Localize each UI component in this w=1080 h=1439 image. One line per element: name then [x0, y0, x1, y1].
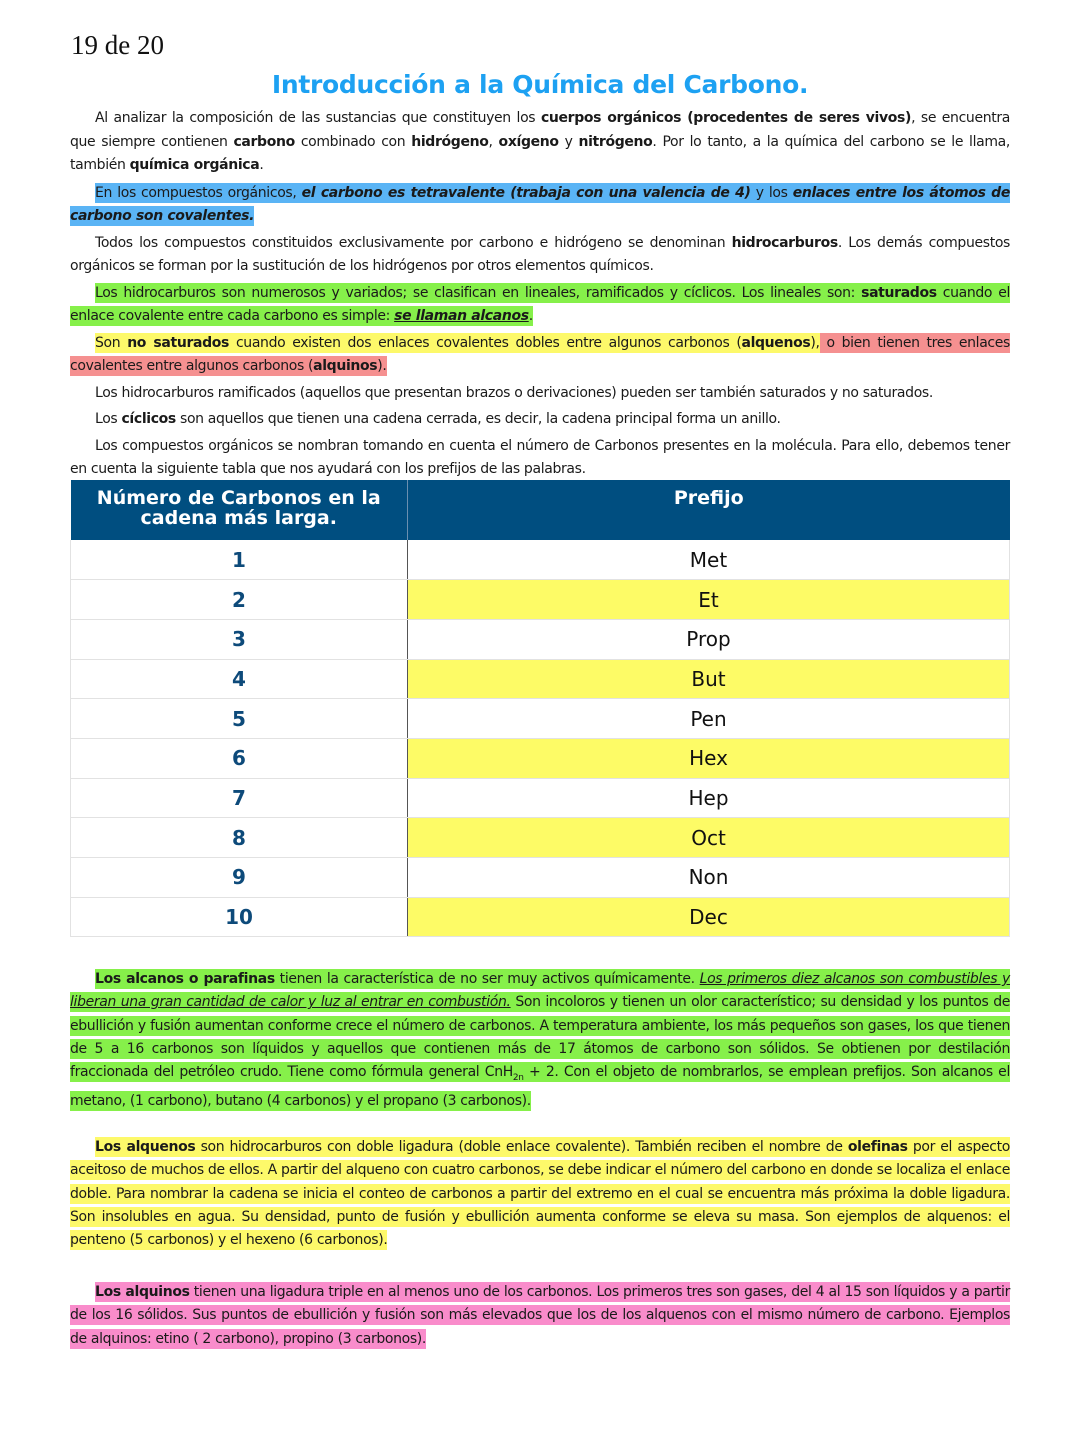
text: Los [95, 411, 122, 427]
intro-section [70, 107, 1010, 485]
text: ). [377, 358, 387, 374]
bold-text: hidrógeno [411, 133, 489, 150]
cell-prefix: Pen [408, 699, 1010, 739]
cell-prefix: But [408, 659, 1010, 699]
table-header-row [71, 480, 1010, 540]
subscript: 2n [512, 1072, 524, 1083]
table-row [71, 699, 1010, 739]
bold-text: cíclicos [121, 411, 176, 427]
italic-underlined-text: Los primeros diez alcanos son combustibles y liberan una gran cantidad de calor y luz al entrar en combustión. [70, 971, 1010, 1011]
text: Al analizar la composición de las sustancias que constituyen los [95, 110, 541, 126]
text: ), [810, 334, 820, 351]
highlight-yellow [95, 333, 820, 353]
bold-italic-underlined-text: se llaman alcanos [394, 308, 529, 324]
text: . Los demás compuestos orgánicos se forman por la sustitución de los hidrógenos por otros elementos químicos. [70, 234, 1010, 274]
paragraph-hidrocarburos [70, 232, 1010, 279]
text: Los hidrocarburos son numerosos y variados; se clasifican en lineales, ramificados y cíclicos. Los lineales son: [95, 284, 862, 301]
cell-carbon-count: 4 [71, 659, 408, 699]
text: Son incoloros y tienen un olor característico; su densidad y los puntos de ebullición y fusión aumentan conforme crece el número de carbonos. A temperatura ambiente, los más pequeños son gases, los que tienen de 5 a 16 carbonos son líquidos y aquellos que contienen más de 17 átomos de carbono son sólidos. Se obtienen por destilación fraccionada del petróleo crudo. Tiene como fórmula general CnH [70, 994, 1010, 1081]
cell-carbon-count: 1 [71, 540, 408, 580]
cell-prefix: Non [408, 858, 1010, 898]
page-indicator: 19 de 20 [71, 30, 164, 60]
bold-italic-text: enlaces entre los átomos de carbono son covalentes. [70, 184, 1011, 224]
text: y [558, 133, 579, 150]
cell-carbon-count: 10 [71, 897, 408, 937]
bold-text: saturados [861, 284, 937, 301]
bold-text: olefinas [847, 1139, 908, 1155]
table-row [71, 738, 1010, 778]
paragraph-alquenos [70, 1136, 1010, 1252]
alquinos-section [70, 1281, 1010, 1351]
highlight-pink [70, 1282, 1010, 1349]
page-title: Introducción a la Química del Carbono. [271, 70, 809, 99]
cell-prefix: Hex [408, 738, 1010, 778]
text: combinado con [294, 133, 412, 150]
paragraph-clasificacion [70, 282, 1010, 329]
paragraph-ramificados: Los hidrocarburos ramificados (aquellos que presentan brazos o derivaciones) pueden ser también saturados y no saturados. [95, 384, 933, 401]
cell-prefix: Met [408, 540, 1010, 580]
header-carbon-count: Número de Carbonos en la cadena más larga. [71, 480, 408, 540]
bold-text: oxígeno [498, 133, 559, 150]
paragraph-alquinos [70, 1281, 1010, 1351]
table-row [71, 778, 1010, 818]
text: tienen la característica de no ser muy activos químicamente. [274, 971, 700, 987]
alcanos-section [70, 968, 1010, 1114]
cell-prefix: Oct [408, 818, 1010, 858]
paragraph-intro [70, 107, 1010, 178]
cell-carbon-count: 3 [71, 619, 408, 659]
text: , [488, 133, 499, 150]
text: . [259, 157, 264, 173]
alquenos-section [70, 1136, 1010, 1252]
table-row [71, 897, 1010, 937]
table-row [71, 540, 1010, 580]
highlight-green [70, 969, 1010, 1111]
text: , se encuentra que siempre contienen [70, 110, 1011, 150]
bold-text: no saturados [127, 334, 230, 351]
text: + 2. Con el objeto de nombrarlos, se emplean prefijos. Son alcanos el metano, (1 carbono), butano (4 carbonos) y el propano (3 carbonos). [70, 1064, 1010, 1110]
text: son hidrocarburos con doble ligadura (doble enlace covalente). También reciben el nombre de [195, 1139, 848, 1155]
text: . [528, 308, 533, 324]
text: En los compuestos orgánicos, [95, 184, 302, 201]
text: cuando el enlace covalente entre cada carbono es simple: [70, 284, 1010, 324]
highlight-green [70, 283, 1010, 327]
bold-text: nitrógeno [578, 133, 653, 150]
bold-text: alquenos [741, 334, 811, 351]
text: Son [95, 334, 128, 351]
cell-carbon-count: 6 [71, 738, 408, 778]
cell-carbon-count: 2 [71, 580, 408, 620]
paragraph-tetravalent [70, 182, 1010, 229]
table-row [71, 580, 1010, 620]
paragraph-nomenclatura: Los compuestos orgánicos se nombran tomando en cuenta el número de Carbonos presentes en la molécula. Para ello, debemos tener en cuenta la siguiente tabla que nos ayudará con los prefijos de las palabras. [70, 437, 1010, 477]
text: tienen una ligadura triple en al menos uno de los carbonos. Los primeros tres son gases, del 4 al 15 son líquidos y a partir de los 16 sólidos. Sus puntos de ebullición y fusión son más elevados que los de los alquenos con el mismo número de carbono. Ejemplos de alquinos: etino ( 2 carbono), propino (3 carbonos). [70, 1284, 1010, 1347]
highlight-blue [70, 183, 1010, 227]
bold-text: alquinos [313, 358, 378, 374]
header-prefix: Prefijo [408, 480, 1010, 540]
paragraph-ciclicos [70, 408, 1010, 432]
cell-carbon-count: 9 [71, 858, 408, 898]
paragraph-no-saturados [70, 332, 1010, 379]
cell-prefix: Hep [408, 778, 1010, 818]
bold-text: cuerpos orgánicos (procedentes de seres vivos) [540, 110, 912, 126]
text: . Por lo tanto, a la química del carbono se le llama, también [70, 133, 1010, 173]
text: o bien tienen tres enlaces covalentes entre algunos carbonos ( [70, 334, 1010, 374]
text: y los [750, 184, 793, 201]
text: cuando existen dos enlaces covalentes dobles entre algunos carbonos ( [229, 334, 742, 351]
table-row [71, 659, 1010, 699]
cell-carbon-count: 8 [71, 818, 408, 858]
bold-text: Los alquinos [95, 1284, 190, 1300]
table-row [71, 619, 1010, 659]
bold-text: Los alquenos [95, 1139, 196, 1155]
cell-prefix: Et [408, 580, 1010, 620]
table-row [71, 858, 1010, 898]
paragraph-alcanos [70, 968, 1010, 1114]
table-row [71, 818, 1010, 858]
prefix-table [70, 480, 1010, 937]
cell-prefix: Prop [408, 619, 1010, 659]
cell-prefix: Dec [408, 897, 1010, 937]
cell-carbon-count: 7 [71, 778, 408, 818]
text: por el aspecto aceitoso de muchos de ellos. A partir del alqueno con cuatro carbonos, se debe indicar el número del carbono en donde se localiza el enlace doble. Para nombrar la cadena se inicia el conteo de carbonos a partir del extremo en el cual se encuentra más próxima la doble ligadura. Son insolubles en agua. Su densidad, punto de fusión y ebullición aumenta conforme se eleva su masa. Son ejemplos de alquenos: el penteno (5 carbonos) y el hexeno (6 carbonos). [70, 1139, 1010, 1249]
highlight-yellow [70, 1137, 1010, 1250]
bold-text: química orgánica [129, 157, 260, 173]
text: Todos los compuestos constituidos exclusivamente por carbono e hidrógeno se denominan [95, 234, 732, 251]
cell-carbon-count: 5 [71, 699, 408, 739]
bold-text: hidrocarburos [731, 234, 838, 251]
bold-text: carbono [233, 133, 295, 150]
bold-italic-text: el carbono es tetravalente (trabaja con una valencia de 4) [301, 184, 751, 201]
text: son aquellos que tienen una cadena cerrada, es decir, la cadena principal forma un anillo. [175, 411, 781, 427]
bold-text: Los alcanos o parafinas [95, 971, 275, 987]
